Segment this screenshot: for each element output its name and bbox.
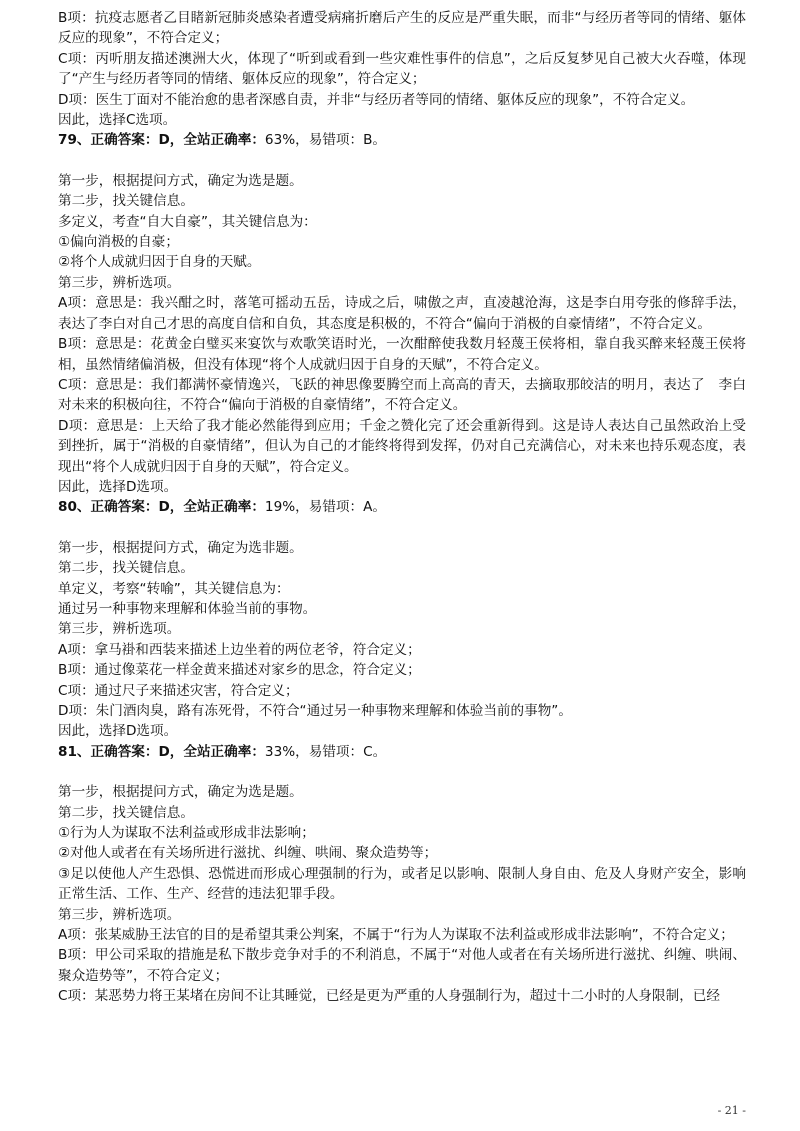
q79-explanation [58,171,746,498]
page-number: - 21 - [717,1104,746,1117]
paragraph: ②将个人成就归因于自身的天赋。 [58,254,261,271]
section-gap [58,762,746,782]
paragraph: 第二步，找关键信息。 [58,804,194,821]
paragraph: D项：医生丁面对不能治愈的患者深感自责，并非“与经历者等同的情绪、躯体反应的现象”，不符合定义。 [58,91,695,108]
paragraph: 因此，选择D选项。 [58,723,178,740]
q80-explanation [58,538,746,742]
q80-answer-line [58,497,746,517]
paragraph: 第三步，辨析选项。 [58,906,181,923]
paragraph: A项：张某威胁王法官的目的是希望其秉公判案，不属于“行为人为谋取不法利益或形成非法影响”，不符合定义； [58,927,734,944]
document-body [58,8,746,1007]
paragraph: A项：拿马褂和西装来描述上边坐着的两位老爷，符合定义； [58,641,421,658]
paragraph: ①行为人为谋取不法利益或形成非法影响； [58,825,315,842]
paragraph: 第二步，找关键信息。 [58,193,194,210]
paragraph: ①偏向消极的自豪； [58,234,179,251]
paragraph: 第一步，根据提问方式，确定为选非题。 [58,539,303,556]
paragraph: ②对他人或者在有关场所进行滋扰、纠缠、哄闹、聚众造势等； [58,845,438,862]
paragraph: A项：意思是：我兴酣之时，落笔可摇动五岳，诗成之后，啸傲之声，直凌越沧海，这是李白用夸张的修辞手法，表达了李白对自己才思的高度自信和自负，其态度是积极的，不符合“偏向于消极的自豪情绪”，不符合定义。 [58,295,746,332]
answer-label: 79、正确答案：D，全站正确率： [58,132,265,149]
paragraph: 第三步，辨析选项。 [58,621,181,638]
answer-stats: 33%，易错项：C。 [264,743,387,760]
paragraph: B项：意思是：花黄金白璧买来宴饮与欢歌笑语时光，一次酣醉使我数月轻蔑王侯将相，靠自我买醉来轻蔑王侯将相，虽然情绪偏消极，但没有体现“将个人成就归因于自身的天赋”，不符合定义。 [58,336,746,373]
section-gap [58,518,746,538]
paragraph: C项：通过尺子来描述灾害，符合定义； [58,682,299,699]
paragraph: D项：意思是：上天给了我才能必然能得到应用；千金之赞化完了还会重新得到。这是诗人表达自己虽然政治上受到挫折，属于“消极的自豪情绪”，但认为自己的才能终将得到发挥，仍对自己充满信心，对未来也持乐观态度，表现出“将个人成就归因于自身的天赋”，符合定义。 [58,417,746,475]
paragraph: B项：甲公司采取的措施是私下散步竞争对手的不利消息，不属于“对他人或者在有关场所进行滋扰、纠缠、哄闹、聚众造势等”，不符合定义； [58,947,746,984]
section-gap [58,151,746,171]
answer-stats: 19%，易错项：A。 [264,499,386,516]
paragraph: C项：某恶势力将王某堵在房间不让其睡觉，已经是更为严重的人身强制行为，超过十二小时的人身限制，已经 [58,988,720,1005]
q78-explanation-tail [58,8,746,130]
q81-answer-line [58,742,746,762]
q81-explanation [58,782,746,1006]
paragraph: D项：朱门酒肉臭，路有冻死骨，不符合“通过另一种事物来理解和体验当前的事物”。 [58,703,572,719]
paragraph: 第一步，根据提问方式，确定为选是题。 [58,784,303,801]
paragraph: 因此，选择D选项。 [58,478,178,495]
answer-label: 81、正确答案：D，全站正确率： [58,743,265,760]
paragraph: 单定义，考察“转喻”，其关键信息为： [58,580,290,597]
paragraph: 因此，选择C选项。 [58,112,177,129]
paragraph: 第三步，辨析选项。 [58,274,181,291]
paragraph: C项：丙听朋友描述澳洲大火，体现了“听到或看到一些灾难性事件的信息”，之后反复梦见自己被大火吞噬，体现了“产生与经历者等同的情绪、躯体反应的现象”，符合定义； [58,50,746,88]
paragraph: 第一步，根据提问方式，确定为选是题。 [58,172,303,189]
paragraph: C项：意思是：我们都满怀豪情逸兴，飞跃的神思像要腾空而上高高的青天，去摘取那皎洁的明月，表达了 李白对未来的积极向往，不符合“偏向于消极的自豪情绪”，不符合定义。 [58,376,746,414]
paragraph: 通过另一种事物来理解和体验当前的事物。 [58,600,317,617]
paragraph: 多定义，考查“自大自豪”，其关键信息为： [58,213,317,230]
q79-answer-line [58,130,746,150]
paragraph: ③足以使他人产生恐惧、恐慌进而形成心理强制的行为，或者足以影响、限制人身自由、危及人身财产安全，影响正常生活、工作、生产、经营的违法犯罪手段。 [58,865,746,903]
paragraph: B项：通过像菜花一样金黄来描述对家乡的思念，符合定义； [58,662,421,679]
paragraph: B项：抗疫志愿者乙目睹新冠肺炎感染者遭受病痛折磨后产生的反应是严重失眠，而非“与经历者等同的情绪、躯体反应的现象”，不符合定义； [58,10,746,47]
paragraph: 第二步，找关键信息。 [58,560,194,577]
answer-label: 80、正确答案：D，全站正确率： [58,499,265,516]
answer-stats: 63%，易错项：B。 [264,132,387,149]
